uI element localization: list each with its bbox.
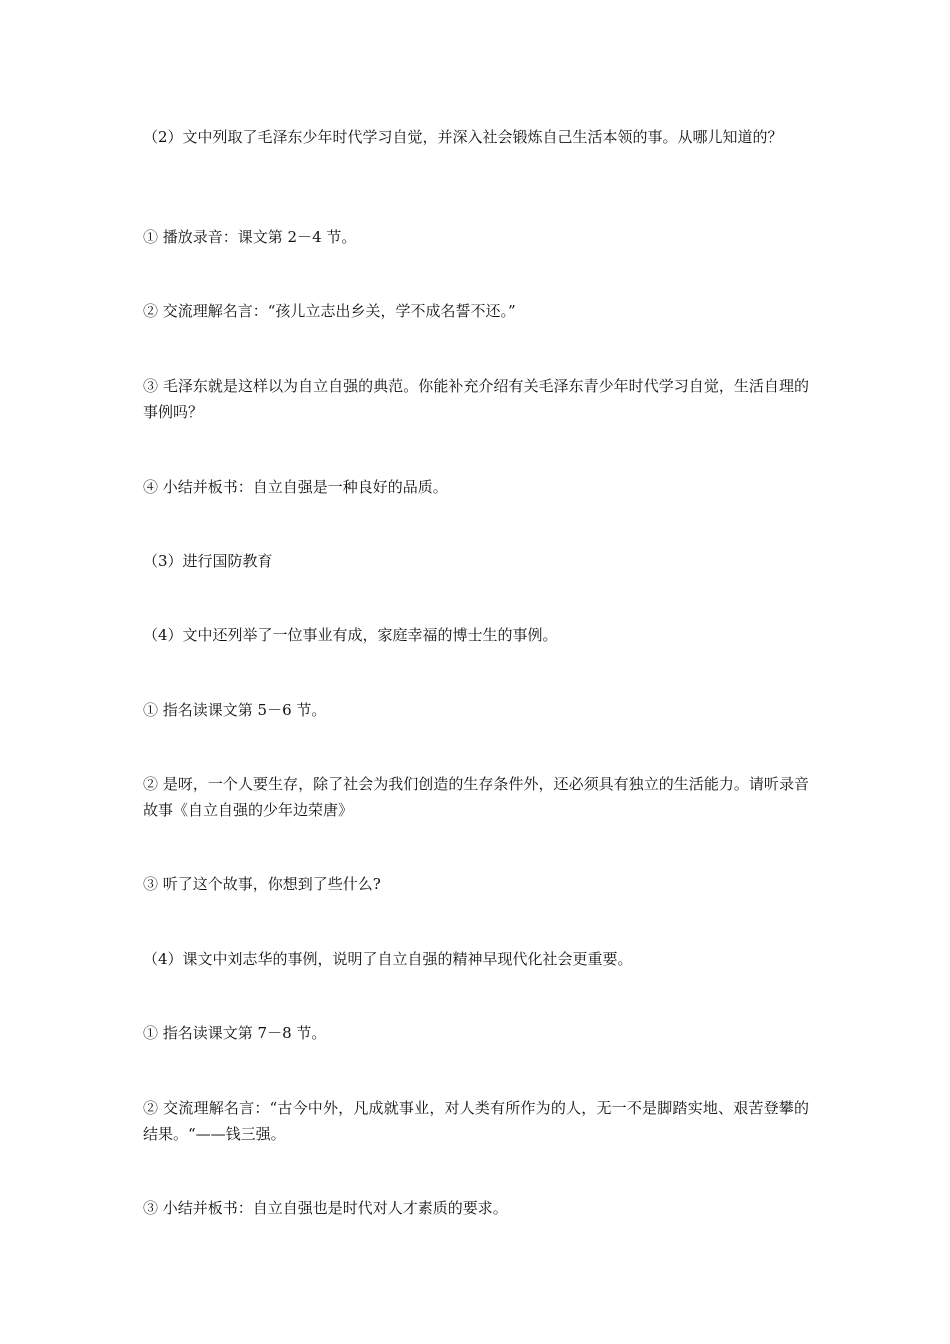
paragraph-item-2c: ② 交流理解名言：“古今中外，凡成就事业，对人类有所作为的人，无一不是脚踏实地、艰苦登攀的结果。“——钱三强。 — [143, 1099, 809, 1143]
paragraph-item-3c: ③ 小结并板书：自立自强也是时代对人才素质的要求。 — [143, 1199, 508, 1217]
paragraph-question-3: （3）进行国防教育 — [143, 552, 273, 570]
paragraph-item-2: ② 交流理解名言：“孩儿立志出乡关，学不成名誓不还。” — [143, 302, 516, 320]
paragraph-item-2b: ② 是呀，一个人要生存，除了社会为我们创造的生存条件外，还必须具有独立的生活能力。请听录音故事《自立自强的少年边荣唐》 — [143, 775, 809, 819]
paragraph-item-1: ① 播放录音：课文第 2－4 节。 — [143, 228, 357, 246]
paragraph-item-4: ④ 小结并板书：自立自强是一种良好的品质。 — [143, 478, 448, 496]
paragraph-item-3: ③ 毛泽东就是这样以为自立自强的典范。你能补充介绍有关毛泽东青少年时代学习自觉，生活自理的事例吗？ — [143, 377, 809, 421]
paragraph-question-4b: （4）课文中刘志华的事例，说明了自立自强的精神早现代化社会更重要。 — [143, 950, 633, 968]
paragraph-item-1b: ① 指名读课文第 5－6 节。 — [143, 701, 327, 719]
paragraph-item-1c: ① 指名读课文第 7－8 节。 — [143, 1024, 327, 1042]
paragraph-item-3b: ③ 听了这个故事，你想到了些什么? — [143, 875, 381, 893]
paragraph-question-4a: （4）文中还列举了一位事业有成，家庭幸福的博士生的事例。 — [143, 626, 558, 644]
paragraph-question-2: （2）文中列取了毛泽东少年时代学习自觉，并深入社会锻炼自己生活本领的事。从哪儿知道的？ — [143, 128, 783, 146]
